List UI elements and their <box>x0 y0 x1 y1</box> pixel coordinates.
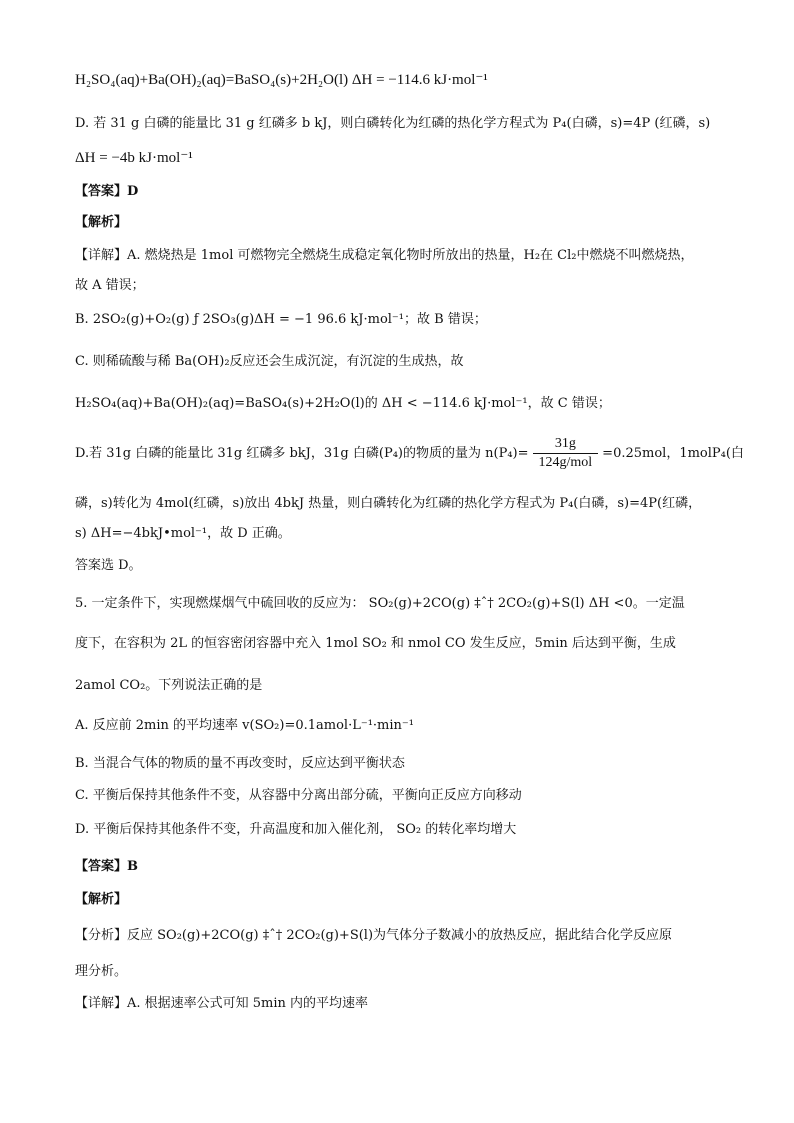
question-5-line-2: 度下，在容积为 2L 的恒容密闭容器中充入 1mol SO₂ 和 nmol CO 发生反应，5min 后达到平衡，生成 <box>75 636 676 651</box>
detail-a-text: 【详解】A. 燃烧热是 1mol 可燃物完全燃烧生成稳定氧化物时所放出的热量，H₂在 Cl₂中燃烧不叫燃烧热， <box>75 248 694 263</box>
fraction-denominator: 124g/mol <box>538 455 593 470</box>
answer-label-2: 【答案】B <box>75 859 138 874</box>
detail-a-conclusion: 故 A 错误； <box>75 278 145 293</box>
detail-d-text-b: =0.25mol，1molP₄(白 <box>602 446 744 461</box>
analysis-summary: 【分析】反应 SO₂(g)+2CO(g) ‡ˆ† 2CO₂(g)+S(l)为气体分子数减小的放热反应，据此结合化学反应原 <box>75 928 673 943</box>
final-answer: 答案选 D。 <box>75 558 142 573</box>
detail-d-line-3: s) ΔH=−4bkJ•mol⁻¹，故 D 正确。 <box>75 526 291 541</box>
question-5-line-1: 5. 一定条件下，实现燃煤烟气中硫回收的反应为： SO₂(g)+2CO(g) ‡ˆ† 2CO₂(g)+S(l) ΔH <0。一定温 <box>75 596 685 611</box>
option-a: A. 反应前 2min 的平均速率 v(SO₂)=0.1amol·L⁻¹·min⁻¹ <box>75 718 414 733</box>
option-d-text: D. 若 31 g 白磷的能量比 31 g 红磷多 b kJ，则白磷转化为红磷的热化学方程式为 P₄(白磷，s)=4P (红磷，s) <box>75 116 711 131</box>
analysis-summary-cont: 理分析。 <box>75 964 128 979</box>
detail-b-text: B. 2SO₂(g)+O₂(g) ƒ 2SO₃(g)ΔH = −1 96.6 kJ·mol⁻¹；故 B 错误； <box>75 312 487 327</box>
detail-a-5: 【详解】A. 根据速率公式可知 5min 内的平均速率 <box>75 996 369 1011</box>
option-d-delta-h: ΔH = −4b kJ·mol⁻¹ <box>75 150 193 166</box>
detail-d-text-a: D.若 31g 白磷的能量比 31g 红磷多 bkJ，31g 白磷(P₄)的物质的量为 n(P₄)= <box>75 446 529 461</box>
option-c: C. 平衡后保持其他条件不变，从容器中分离出部分硫，平衡向正反应方向移动 <box>75 788 522 803</box>
equation-line-1: H₂SO₄(aq)+Ba(OH)₂(aq)=BaSO₄(s)+2H₂O(l) ΔH = −114.6 kJ·mol⁻¹ <box>75 72 488 88</box>
question-5-line-3: 2amol CO₂。下列说法正确的是 <box>75 678 263 693</box>
analysis-label: 【解析】 <box>75 215 128 230</box>
detail-d-line-1 <box>75 434 744 474</box>
option-b: B. 当混合气体的物质的量不再改变时，反应达到平衡状态 <box>75 756 405 771</box>
detail-c-text: C. 则稀硫酸与稀 Ba(OH)₂反应还会生成沉淀，有沉淀的生成热，故 <box>75 354 464 369</box>
detail-d-line-2: 磷，s)转化为 4mol(红磷，s)放出 4bkJ 热量，则白磷转化为红磷的热化学方程式为 P₄(白磷，s)=4P(红磷， <box>75 496 702 511</box>
fraction-numerator: 31g <box>533 435 599 454</box>
answer-label: 【答案】D <box>75 184 139 199</box>
detail-c-equation: H₂SO₄(aq)+Ba(OH)₂(aq)=BaSO₄(s)+2H₂O(l)的 ΔH < −114.6 kJ·mol⁻¹，故 C 错误； <box>75 396 611 411</box>
analysis-label-2: 【解析】 <box>75 892 128 907</box>
fraction <box>533 435 599 472</box>
option-d: D. 平衡后保持其他条件不变，升高温度和加入催化剂， SO₂ 的转化率均增大 <box>75 822 517 837</box>
